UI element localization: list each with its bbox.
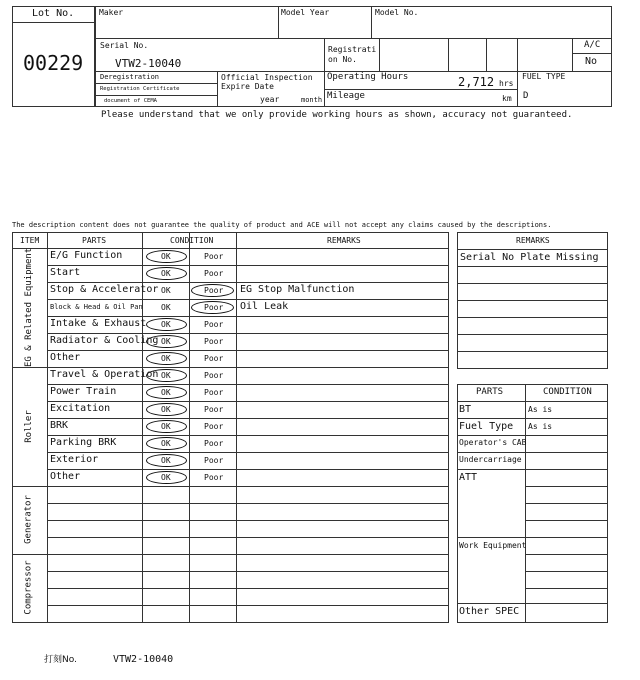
disclaimer-text: The description content does not guarantee the quality of product and ACE will not accept any claims caused by the descriptions. [12, 221, 552, 229]
deregistration-label: Deregistration [100, 73, 160, 81]
group-label: Roller [23, 409, 34, 443]
poor-option[interactable]: Poor [204, 354, 224, 363]
poor-option[interactable]: Poor [204, 473, 224, 482]
serial-no-value: VTW2-10040 [115, 57, 182, 70]
part-label: Block & Head & Oil Pan [50, 303, 143, 311]
part-label: Stop & Accelerator [50, 284, 159, 295]
fuel-type-label: FUEL TYPE [522, 72, 566, 81]
ok-option[interactable]: OK [161, 269, 171, 278]
group-label: EG & Related Equipment [23, 247, 34, 367]
parts-header: PARTS [82, 236, 107, 245]
parts-table-parts-header: PARTS [476, 387, 504, 397]
parts-row-condition: As is [528, 422, 553, 431]
poor-option[interactable]: Poor [204, 456, 224, 465]
part-label: Intake & Exhaust [50, 318, 147, 329]
stamp-no-label: 打刻No. [44, 655, 77, 665]
poor-option[interactable]: Poor [204, 320, 224, 329]
parts-row-condition: As is [528, 405, 553, 414]
part-label: Parking BRK [50, 437, 117, 448]
parts-table-condition-header: CONDITION [543, 387, 592, 397]
ok-option[interactable]: OK [161, 320, 171, 329]
remark-text: Oil Leak [240, 301, 289, 312]
ok-option[interactable]: OK [161, 286, 171, 295]
maker-label: Maker [99, 8, 124, 17]
part-label: Start [50, 267, 81, 278]
part-label: BRK [50, 420, 69, 431]
model-no-label: Model No. [375, 8, 419, 17]
group-label: Compressor [23, 560, 34, 615]
poor-option[interactable]: Poor [204, 286, 224, 295]
parts-row-label: Work Equipment [459, 541, 527, 550]
poor-option[interactable]: Poor [204, 371, 224, 380]
lot-no-label: Lot No. [32, 8, 75, 19]
serial-no-label: Serial No. [100, 41, 149, 50]
ok-option[interactable]: OK [161, 388, 171, 397]
poor-option[interactable]: Poor [204, 439, 224, 448]
condition-header: CONDITION [170, 236, 214, 245]
ok-option[interactable]: OK [161, 473, 171, 482]
poor-option[interactable]: Poor [204, 252, 224, 261]
km-unit: km [502, 94, 512, 103]
side-remarks-header: REMARKS [516, 236, 550, 245]
operating-hours-label: Operating Hours [327, 72, 409, 82]
ac-value: No [585, 56, 598, 67]
operating-hours-value: 2,712 [458, 75, 495, 89]
fuel-type-value: D [523, 91, 529, 101]
remark-text: EG Stop Malfunction [240, 284, 355, 295]
parts-row-label: BT [459, 404, 472, 415]
part-label: E/G Function [50, 250, 123, 261]
item-header: ITEM [20, 236, 40, 245]
part-label: Other [50, 352, 81, 363]
stamp-no-value: VTW2-10040 [113, 654, 174, 665]
parts-row-label: Operator's CAB [459, 438, 527, 447]
model-year-label: Model Year [281, 8, 330, 17]
remarks-header: REMARKS [327, 236, 361, 245]
ok-option[interactable]: OK [161, 354, 171, 363]
parts-row-label: Undercarriage [459, 455, 522, 464]
ok-option[interactable]: OK [161, 337, 171, 346]
ok-option[interactable]: OK [161, 371, 171, 380]
part-label: Radiator & Cooling [50, 335, 159, 346]
part-label: Other [50, 471, 81, 482]
parts-row-label: Other SPEC [459, 606, 520, 617]
poor-option[interactable]: Poor [204, 422, 224, 431]
side-remark-text: Serial No Plate Missing [460, 252, 599, 263]
group-label: Generator [23, 495, 34, 544]
ok-option[interactable]: OK [161, 422, 171, 431]
hours-accuracy-note: Please understand that we only provide working hours as shown, accuracy not guaranteed. [101, 110, 573, 120]
year-label: year [260, 95, 280, 104]
poor-option[interactable]: Poor [204, 405, 224, 414]
part-label: Travel & Operation [50, 369, 159, 380]
poor-option[interactable]: Poor [204, 388, 224, 397]
part-label: Exterior [50, 454, 99, 465]
lot-no-value: 00229 [23, 51, 84, 75]
month-label: month [301, 96, 323, 104]
poor-option[interactable]: Poor [204, 337, 224, 346]
cema-label: document of CEMA [104, 98, 157, 104]
mileage-label: Mileage [327, 91, 365, 101]
registration-certificate-label: Registration Certificate [100, 86, 180, 92]
parts-row-label: Fuel Type [459, 421, 514, 432]
inspection-label: Official Inspection Expire Date [221, 73, 313, 91]
ok-option[interactable]: OK [161, 456, 171, 465]
ok-option[interactable]: OK [161, 303, 171, 312]
ok-option[interactable]: OK [161, 405, 171, 414]
ok-option[interactable]: OK [161, 252, 171, 261]
part-label: Power Train [50, 386, 117, 397]
poor-option[interactable]: Poor [204, 269, 224, 278]
hrs-unit: hrs [499, 79, 514, 88]
parts-row-label: ATT [459, 472, 478, 483]
ok-option[interactable]: OK [161, 439, 171, 448]
registration-no-label: Registrati on No. [328, 45, 377, 64]
part-label: Excitation [50, 403, 111, 414]
poor-option[interactable]: Poor [204, 303, 224, 312]
ac-label: A/C [584, 40, 601, 50]
